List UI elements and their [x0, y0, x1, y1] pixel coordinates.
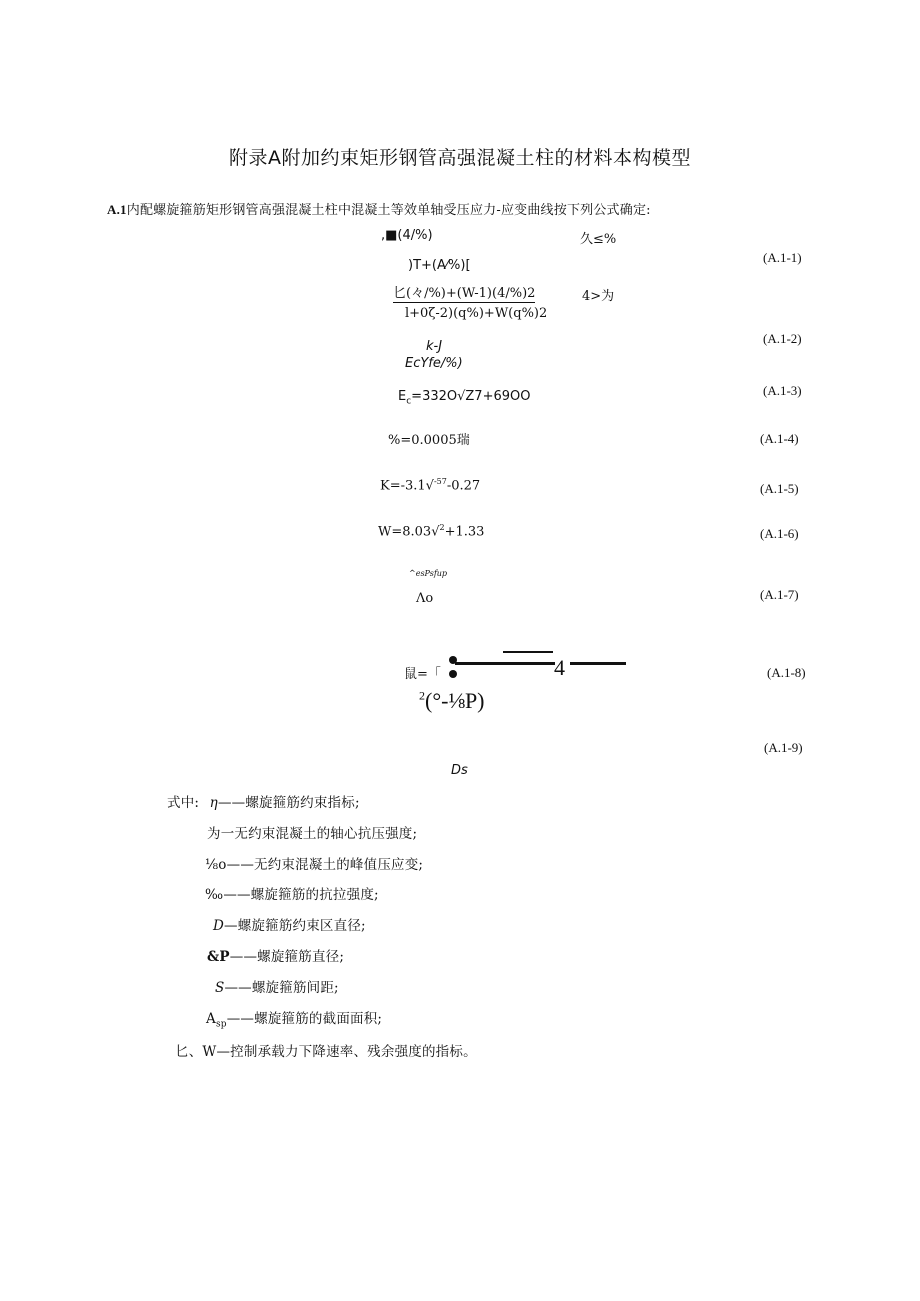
- appendix-title: 附录A附加约束矩形钢管高强混凝土柱的材料本构模型: [229, 147, 691, 169]
- definition-text: ——螺旋箍筋直径;: [229, 949, 345, 965]
- definition-symbol: D: [213, 918, 225, 934]
- definition-symbol: ⅛o: [205, 857, 227, 873]
- eq1-number: (A.1-1): [763, 250, 802, 265]
- definition-item: [215, 976, 339, 996]
- definition-text: ——螺旋箍筋间距;: [224, 980, 339, 996]
- eq7-number: (A.1-7): [760, 587, 799, 602]
- clause-number: A.1: [107, 202, 127, 217]
- definition-text: ——无约束混凝土的峰值压应变;: [226, 857, 424, 873]
- eq9-number: (A.1-9): [764, 740, 803, 755]
- eq3-number: (A.1-3): [763, 383, 802, 398]
- eq4-number: (A.1-4): [760, 431, 799, 446]
- eq8-den-body: (°-⅛P): [425, 688, 485, 713]
- eq8-denominator: [419, 688, 485, 714]
- eq7-formula: Λo: [416, 591, 434, 606]
- definition-symbol: A: [206, 1011, 216, 1027]
- definition-item: [207, 822, 417, 842]
- eq4-formula: %=0.0005瑞: [388, 433, 470, 448]
- definition-text: ——螺旋箍筋约束指标;: [217, 795, 360, 811]
- definition-text: —螺旋箍筋约束区直径;: [224, 918, 366, 934]
- eq8-fraction-bar-right: [570, 662, 626, 665]
- eq8-fraction-bar: [455, 662, 555, 665]
- definition-item: [175, 1040, 477, 1060]
- definition-item: [205, 883, 379, 903]
- eq2-line-1: k-J: [426, 339, 443, 354]
- definition-item: [213, 914, 366, 934]
- eq5-post: -0.27: [446, 478, 481, 494]
- definition-symbol: S: [215, 980, 225, 996]
- eq8-middle: 4: [554, 655, 565, 680]
- definition-symbol: ‰: [205, 887, 224, 903]
- definition-item: [206, 1007, 382, 1030]
- eq3-rhs: =332O√Z7+69OO: [411, 389, 531, 404]
- definition-lead: [167, 791, 360, 811]
- eq5-pre: K=-3.1√: [380, 478, 434, 494]
- definition-symbol: &P: [207, 949, 230, 965]
- eq5-number: (A.1-5): [760, 481, 799, 496]
- eq8-colon-glyph: [447, 653, 459, 683]
- definition-text: 一无约束混凝土的轴心抗压强度;: [220, 826, 418, 842]
- clause-text: 内配螺旋箍筋矩形钢管高强混凝土柱中混凝土等效单轴受压应力-应变曲线按下列公式确定:: [126, 203, 651, 218]
- eq8-overbar: [503, 651, 553, 653]
- definition-symbol: 匕、W: [175, 1044, 217, 1060]
- intro-paragraph: [107, 199, 651, 218]
- eq3-formula: [398, 389, 530, 407]
- eq1-condition-2: 4>为: [582, 289, 615, 304]
- definition-text: ——螺旋箍筋的截面面积;: [226, 1011, 383, 1027]
- eq1-denominator-1: )T+(A⁄%)[: [408, 258, 471, 273]
- eq5-formula: [380, 477, 480, 493]
- eq8-den-superscript: 2: [419, 688, 425, 703]
- eq3-subscript: c: [406, 396, 412, 407]
- eq7-small-text: ^esPsfup: [409, 569, 448, 578]
- eq6-formula: [378, 523, 484, 539]
- eq6-post: +1.33: [444, 524, 485, 540]
- definition-symbol: η: [209, 795, 218, 811]
- definition-text: —控制承载力下降速率、残余强度的指标。: [216, 1044, 477, 1060]
- eq8-number: (A.1-8): [767, 665, 806, 680]
- eq6-superscript: 2: [439, 523, 445, 532]
- eq1-denominator-2: l+0ζ-2)(q%)+W(q%)2: [405, 306, 548, 321]
- eq6-pre: W=8.03√: [378, 524, 440, 540]
- eq5-superscript: -57: [433, 477, 447, 486]
- definition-item: [205, 853, 423, 873]
- definition-subscript: sp: [215, 1019, 227, 1030]
- definition-item: [207, 945, 344, 965]
- definition-lead-label: 式中:: [167, 795, 200, 811]
- eq2-number: (A.1-2): [763, 331, 802, 346]
- eq3-lhs: E: [398, 389, 407, 404]
- eq2-line-2: EcYfe/%): [405, 356, 463, 371]
- eq1-condition-1: 久≤%: [580, 232, 617, 247]
- eq1-top-left: ,■(4/%): [381, 228, 433, 243]
- definition-symbol: 为: [207, 826, 221, 842]
- eq9-formula: Ds: [451, 763, 468, 778]
- eq6-number: (A.1-6): [760, 526, 799, 541]
- definition-text: ——螺旋箍筋的抗拉强度;: [223, 887, 379, 903]
- eq8-lhs: 鼠=「: [404, 667, 441, 682]
- eq1-numerator-2: 匕(々/%)+(W-1)(4/%)2: [393, 282, 535, 303]
